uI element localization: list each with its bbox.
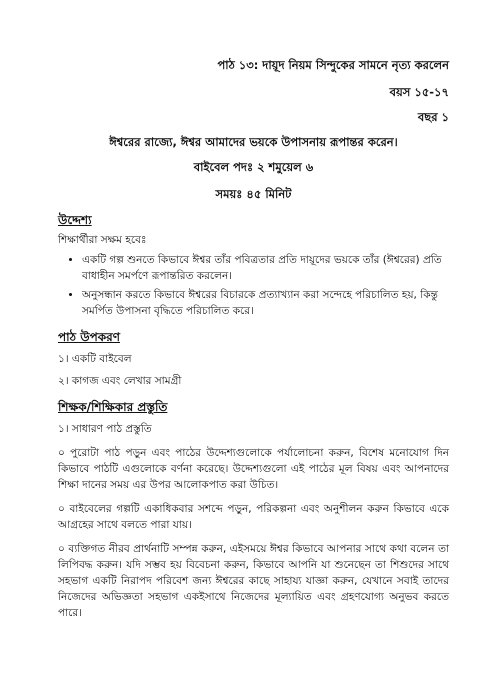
prep-paragraph: ০ পুরোটা পাঠ পড়ুন এবং পাঠের উদ্দেশ্যগুলোকে পর্যালোচনা করুন, বিশেষ মনোযোগ দিন কিভাবে পাঠটি এগুলোকে বর্ণনা করেছে। উদ্দেশ্যগুলো এই পাঠের মূল বিষয় এবং আপনাদের শিক্ষা দানের সময় এর উপর আলোকপাত করা উচিত। <box>58 447 449 491</box>
prep-paragraph: ০ ব্যক্তিগত নীরব প্রার্থনাটি সম্পন্ন করুন, এইসময়ে ঈশ্বর কিভাবে আপনার সাথে কথা বলেন তা লিপিবদ্ধ করুন। যদি সম্ভব হয় বিবেচনা করুন, কিভাবে আপনি যা শুনেছেন তা শিশুদের সাথে সহভাগ একটি নিরাপদ পরিবেশ জন্য ঈশ্বরের কাছে সাহায্য যাজ্ঞা করুন, যেখানে সবাই তাদের নিজেদের অভিজ্ঞতা সহভাগ একইসাথে নিজেদের মূল্যায়িত এবং গ্রহণযোগ্য অনুভব করতে পারে। <box>58 543 449 619</box>
material-item: ১। একটি বাইবেল <box>58 353 132 365</box>
teacher-prep-subheading: ১। সাধারণ পাঠ প্রস্তুতি <box>58 423 152 435</box>
objective-item: • একটি গল্প শুনতে কিভাবে ঈশ্বর তাঁর পবিত্রতার প্রতি দায়ূদের ভয়কে তাঁর (ঈশ্বরের) প্রতি বাধাহীন সমর্পণে রূপান্তরিত করলেন। <box>82 252 449 284</box>
teacher-prep-heading: শিক্ষক/শিক্ষিকার প্রস্তুতি <box>58 400 168 414</box>
lesson-title: পাঠ ১৩: দায়ূদ নিয়ম সিন্দুকের সামনে নৃত্য করলেন <box>217 58 449 72</box>
bible-passage: বাইবেল পদঃ ২ শমুয়েল ৬ <box>193 160 314 174</box>
material-item: ২। কাগজ এবং লেখার সামগ্রী <box>58 375 182 387</box>
lesson-duration: সময়ঃ ৪৫ মিনিট <box>215 187 292 201</box>
year-label: বছর ১ <box>417 110 449 124</box>
age-range: বয়স ১৫-১৭ <box>389 85 449 99</box>
objective-item: • অনুসন্ধান করতে কিভাবে ঈশ্বরের বিচারকে প্রত্যাখ্যান করা সন্দেহে পরিচালিত হয়, কিন্তু সমর্পিত উপাসনা বৃদ্ধিতে পরিচালিত করে। <box>82 287 449 319</box>
objectives-list <box>58 252 449 319</box>
lesson-theme: ঈশ্বরের রাজ্যে, ঈশ্বর আমাদের ভয়কে উপাসনায় রূপান্তর করেন। <box>109 135 398 149</box>
objectives-intro: শিক্ষার্থীরা সক্ষম হবেঃ <box>58 234 147 246</box>
objectives-heading: উদ্দেশ্য <box>58 213 92 227</box>
materials-heading: পাঠ উপকরণ <box>58 330 120 344</box>
prep-paragraph: ০ বাইবেলের গল্পটি একাধিকবার সশব্দে পড়ুন, পরিকল্পনা এবং অনুশীলন করুন কিভাবে একে আগ্রহের সাথে বলতে পারা যায়। <box>58 503 449 531</box>
